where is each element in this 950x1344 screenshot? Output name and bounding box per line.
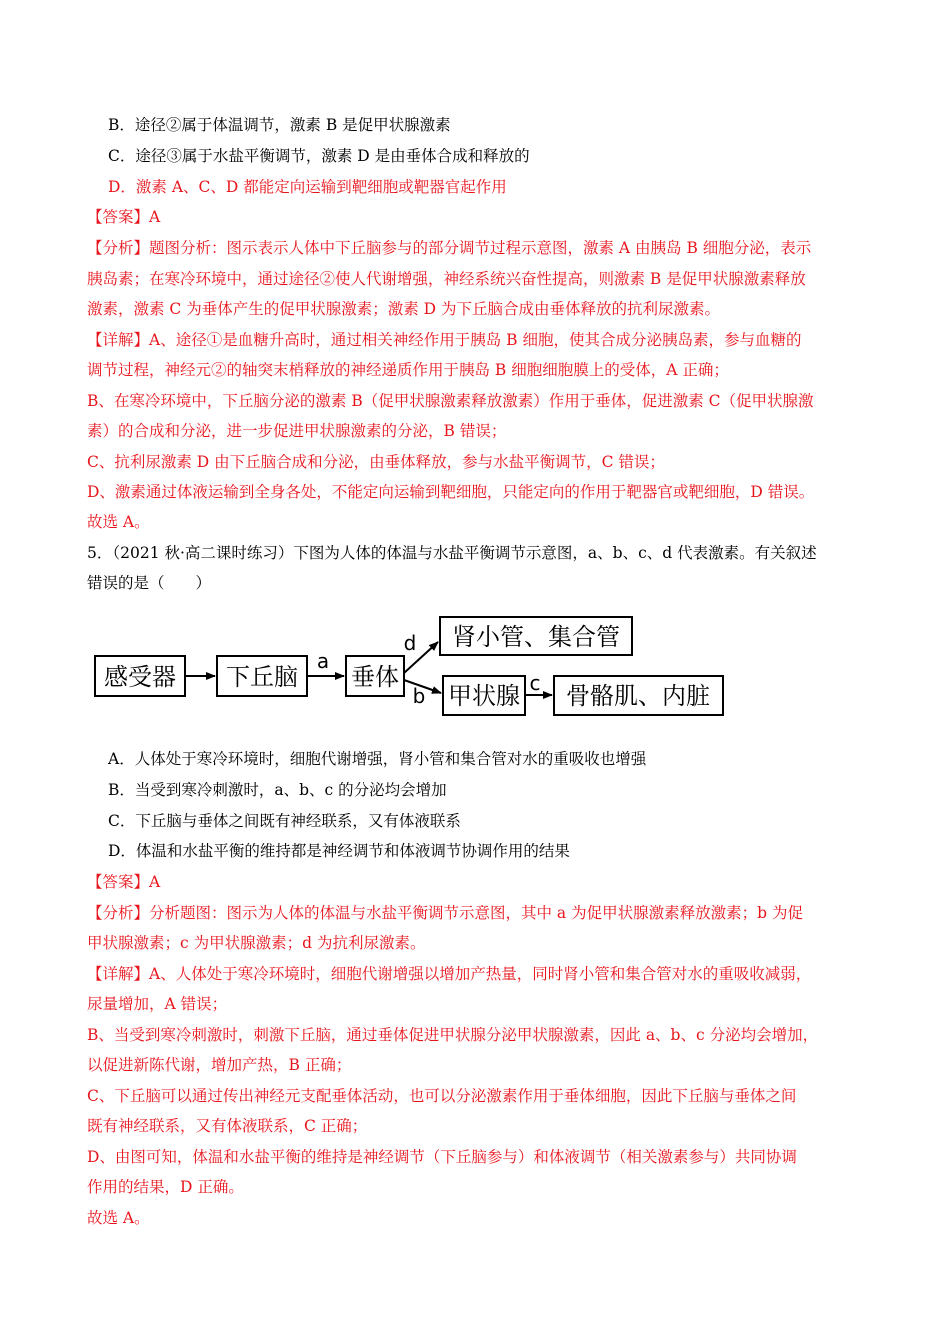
q4-detail-line-1: 【详解】A、途径①是血糖升高时，通过相关神经作用于胰岛 B 细胞，使其合成分泌胰岛素，参与血糖的 [87, 331, 802, 349]
q4-detail-line-2: 调节过程，神经元②的轴突末梢释放的神经递质作用于胰岛 B 细胞细胞膜上的受体，A 正确； [87, 361, 729, 379]
box-muscle-label: 骨骼肌、内脏 [566, 682, 710, 710]
box-pituitary-label: 垂体 [351, 663, 399, 691]
box-kidney-label: 肾小管、集合管 [452, 623, 620, 651]
q4-analysis-line-1: 【分析】题图分析：图示表示人体中下丘脑参与的部分调节过程示意图，激素 A 由胰岛 B 细胞分泌，表示 [87, 239, 812, 257]
q5-detail-line-7: D、由图可知，体温和水盐平衡的维持是神经调节（下丘脑参与）和体液调节（相关激素参与）共同协调 [87, 1148, 797, 1166]
q5-option-b: B．当受到寒冷刺激时，a、b、c 的分泌均会增加 [108, 781, 447, 799]
q5-detail-line-1: 【详解】A、人体处于寒冷环境时，细胞代谢增强以增加产热量，同时肾小管和集合管对水的重吸收减弱， [87, 965, 812, 983]
q5-analysis-line-2: 甲状腺激素；c 为甲状腺激素；d 为抗利尿激素。 [87, 934, 426, 952]
q5-detail-line-6: 既有神经联系，又有体液联系，C 正确； [87, 1117, 368, 1135]
q5-option-d: D．体温和水盐平衡的维持都是神经调节和体液调节协调作用的结果 [108, 842, 570, 860]
q5-detail-line-8: 作用的结果，D 正确。 [87, 1178, 244, 1196]
q4-conclusion: 故选 A。 [87, 513, 150, 531]
label-d: d [403, 631, 417, 655]
q4-answer: 【答案】A [87, 208, 161, 226]
q4-option-d: D．激素 A、C、D 都能定向运输到靶细胞或靶器官起作用 [108, 178, 507, 196]
box-thyroid-label: 甲状腺 [448, 682, 520, 710]
q4-detail-line-5: C、抗利尿激素 D 由下丘脑合成和分泌，由垂体释放，参与水盐平衡调节，C 错误； [87, 453, 665, 471]
q5-detail-line-3: B、当受到寒冷刺激时，刺激下丘脑，通过垂体促进甲状腺分泌甲状腺激素，因此 a、b、c 分泌均会增加， [87, 1026, 819, 1044]
q4-option-c: C．途径③属于水盐平衡调节，激素 D 是由垂体合成和释放的 [108, 147, 530, 165]
q4-detail-line-4: 素）的合成和分泌，进一步促进甲状腺激素的分泌，B 错误； [87, 422, 507, 440]
box-hypothalamus-label: 下丘脑 [226, 663, 298, 691]
q4-option-b: B．途径②属于体温调节，激素 B 是促甲状腺激素 [108, 116, 451, 134]
q5-detail-line-4: 以促进新陈代谢，增加产热，B 正确； [87, 1056, 352, 1074]
q4-analysis-line-3: 激素，激素 C 为垂体产生的促甲状腺激素；激素 D 为下丘脑合成由垂体释放的抗利尿激素。 [87, 300, 720, 318]
q5-conclusion: 故选 A。 [87, 1209, 150, 1227]
q5-option-a: A．人体处于寒冷环境时，细胞代谢增强，肾小管和集合管对水的重吸收也增强 [108, 750, 647, 768]
box-receptor-label: 感受器 [104, 663, 176, 691]
q4-detail-line-3: B、在寒冷环境中，下丘脑分泌的激素 B（促甲状腺激素释放激素）作用于垂体，促进激素 C（促甲状腺激 [87, 392, 814, 410]
label-c: c [529, 671, 541, 695]
q5-detail-line-5: C、下丘脑可以通过传出神经元支配垂体活动，也可以分泌激素作用于垂体细胞，因此下丘脑与垂体之间 [87, 1087, 797, 1105]
label-a: a [316, 649, 330, 673]
q4-detail-line-6: D、激素通过体液运输到全身各处，不能定向运输到靶细胞，只能定向的作用于靶器官或靶细胞，D 错误。 [87, 483, 815, 501]
q5-answer: 【答案】A [87, 873, 161, 891]
q5-detail-line-2: 尿量增加，A 错误； [87, 995, 228, 1013]
label-b: b [412, 684, 426, 708]
q5-analysis-line-1: 【分析】分析题图：图示为人体的体温与水盐平衡调节示意图，其中 a 为促甲状腺激素释放激素；b 为促 [87, 904, 803, 922]
q5-option-c: C．下丘脑与垂体之间既有神经联系，又有体液联系 [108, 812, 461, 830]
q5-stem-line-2: 错误的是（ ） [87, 574, 212, 592]
q5-stem-line-1: 5．（2021 秋·高二课时练习）下图为人体的体温与水盐平衡调节示意图，a、b、c、d 代表激素。有关叙述 [87, 544, 817, 562]
q4-analysis-line-2: 胰岛素；在寒冷环境中，通过途径②使人代谢增强，神经系统兴奋性提高，则激素 B 是促甲状腺激素释放 [87, 270, 806, 288]
